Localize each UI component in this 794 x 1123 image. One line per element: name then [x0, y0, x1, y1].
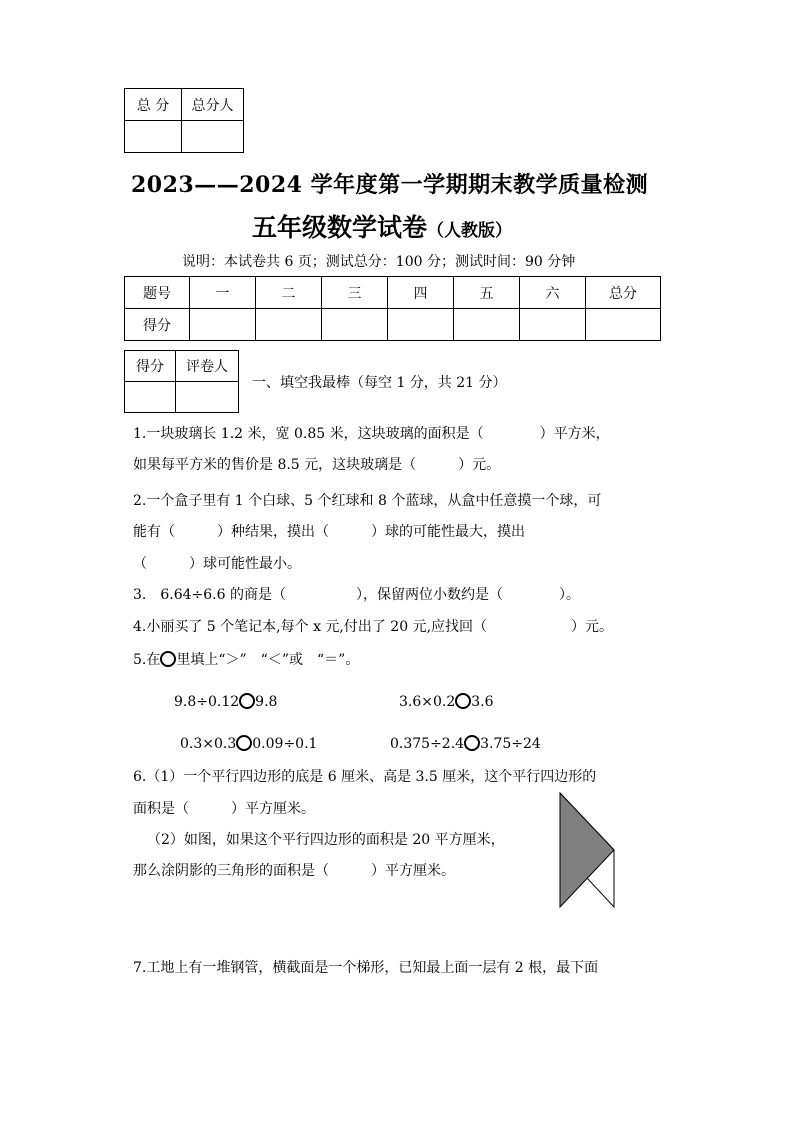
question-4: 4.小丽买了 5 个笔记本,每个 x 元,付出了 20 元,应找回（ ）元。	[133, 619, 614, 635]
comparison-left: 3.6×0.2	[399, 694, 456, 710]
total-score-box	[124, 88, 244, 153]
exam-subtitle-main: 五年级数学试卷	[252, 213, 428, 242]
grader-name-cell[interactable]	[176, 382, 239, 413]
comparison-circle[interactable]	[236, 735, 252, 751]
exam-subtitle	[252, 208, 512, 244]
score-table	[124, 276, 661, 341]
total-scorer-header: 总分人	[182, 89, 244, 121]
score-table-header: 六	[520, 277, 586, 309]
comparison-circle[interactable]	[239, 693, 255, 709]
question-5-suffix: 里填上“＞” “＜”或 “＝”。	[176, 652, 360, 668]
question-6-line-4: 那么涂阴影的三角形的面积是（ ）平方厘米。	[133, 863, 455, 879]
comparison-circle[interactable]	[455, 693, 471, 709]
score-row-label: 得分	[125, 309, 190, 341]
grader-box	[124, 350, 239, 413]
score-cell[interactable]	[454, 309, 520, 341]
parallelogram-figure	[556, 792, 618, 908]
comparison-right: 0.09÷0.1	[252, 736, 318, 752]
score-table-header-row	[125, 277, 661, 309]
question-1-line-1: 1.一块玻璃长 1.2 米，宽 0.85 米，这块玻璃的面积是（ ）平方米，	[133, 426, 610, 442]
score-table-score-row	[125, 309, 661, 341]
comparison-item	[180, 734, 317, 754]
comparison-item	[390, 734, 541, 754]
question-7-line-1: 7.工地上有一堆钢管，横截面是一个梯形，已知最上面一层有 2 根，最下面	[133, 960, 599, 976]
circle-icon	[160, 651, 176, 667]
question-3: 3. 6.64÷6.6 的商是（ ），保留两位小数约是（ ）。	[133, 587, 580, 603]
total-score-cell[interactable]	[125, 121, 182, 153]
comparison-right: 3.75÷24	[480, 736, 541, 752]
question-5-prefix: 5.在	[133, 652, 161, 668]
score-table-header: 三	[322, 277, 388, 309]
question-2-line-3: （ ）球可能性最小。	[133, 556, 301, 572]
question-5-instruction	[133, 650, 359, 670]
question-1-line-2: 如果每平方米的售价是 8.5 元，这块玻璃是（ ）元。	[133, 457, 501, 473]
score-cell[interactable]	[520, 309, 586, 341]
score-table-header: 四	[388, 277, 454, 309]
score-cell[interactable]	[388, 309, 454, 341]
comparison-right: 3.6	[471, 694, 494, 710]
score-cell[interactable]	[256, 309, 322, 341]
score-table-header: 二	[256, 277, 322, 309]
total-score-header: 总 分	[125, 89, 182, 121]
grader-score-header: 得分	[125, 351, 176, 382]
score-table-header: 总分	[586, 277, 661, 309]
score-cell[interactable]	[322, 309, 388, 341]
comparison-circle[interactable]	[464, 735, 480, 751]
score-cell[interactable]	[190, 309, 256, 341]
question-6-line-3: （2）如图，如果这个平行四边形的面积是 20 平方厘米，	[147, 832, 505, 848]
question-6-line-1: 6.（1）一个平行四边形的底是 6 厘米、高是 3.5 厘米，这个平行四边形的	[133, 769, 597, 785]
comparison-left: 9.8÷0.12	[174, 694, 240, 710]
comparison-item	[399, 692, 494, 712]
exam-edition: （人教版）	[427, 221, 513, 241]
score-table-header: 五	[454, 277, 520, 309]
exam-note: 说明：本试卷共 6 页；测试总分：100 分；测试时间：90 分钟	[182, 254, 576, 270]
grader-score-cell[interactable]	[125, 382, 176, 413]
comparison-left: 0.375÷2.4	[390, 736, 465, 752]
exam-title: 2023——2024 学年度第一学期期末教学质量检测	[131, 172, 649, 198]
total-scorer-cell[interactable]	[182, 121, 244, 153]
score-table-header: 一	[190, 277, 256, 309]
question-6-line-2: 面积是（ ）平方厘米。	[133, 801, 315, 817]
score-table-header: 题号	[125, 277, 190, 309]
question-2-line-2: 能有（ ）种结果，摸出（ ）球的可能性最大，摸出	[133, 524, 525, 540]
question-2-line-1: 2.一个盒子里有 1 个白球、5 个红球和 8 个蓝球，从盒中任意摸一个球，可	[133, 493, 602, 509]
comparison-item	[174, 692, 277, 712]
section-title: 一、填空我最棒（每空 1 分，共 21 分）	[252, 375, 507, 391]
comparison-right: 9.8	[255, 694, 278, 710]
score-cell[interactable]	[586, 309, 661, 341]
comparison-left: 0.3×0.3	[180, 736, 237, 752]
grader-name-header: 评卷人	[176, 351, 239, 382]
